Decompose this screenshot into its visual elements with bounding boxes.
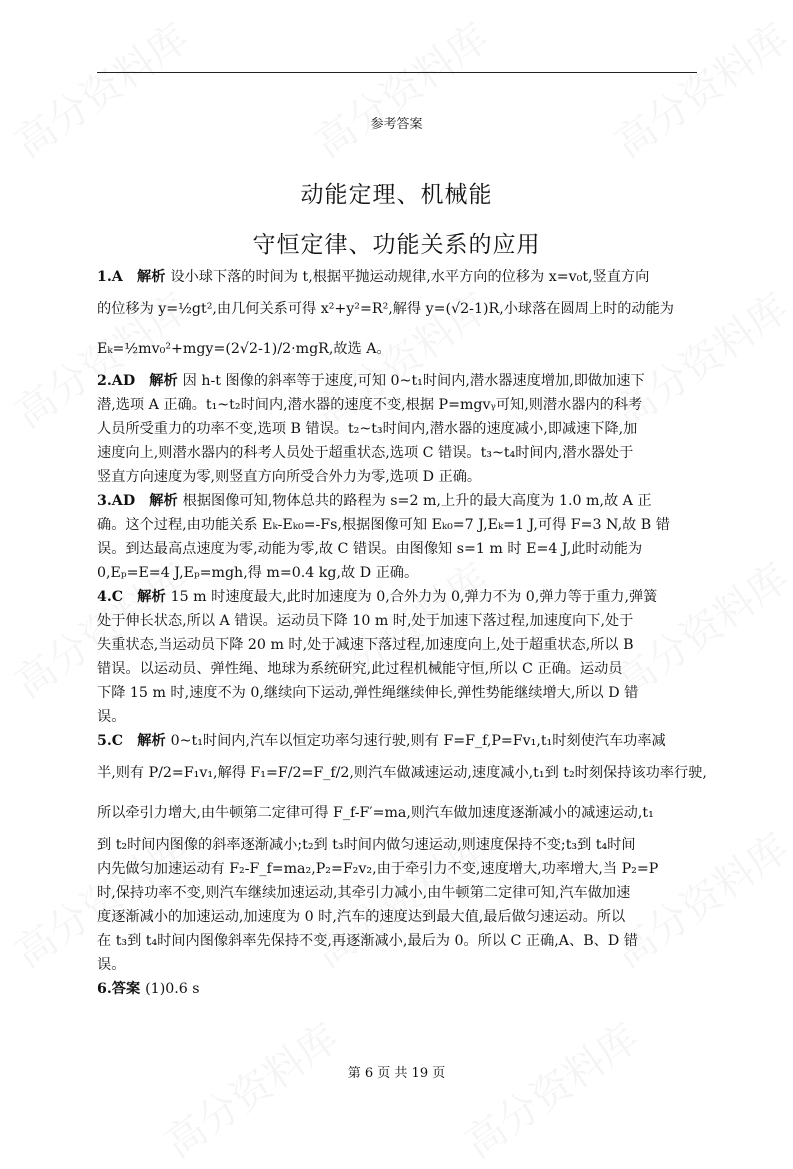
answer-label: 6.答案: [97, 981, 146, 997]
answer-line: [97, 729, 702, 753]
answer-line: [97, 833, 702, 857]
watermark: [602, 8, 793, 169]
answer-line: [97, 633, 702, 657]
answer-line: [97, 857, 702, 881]
answer-line: [97, 929, 702, 953]
answer-text: 下降 15 m 时,速度不为 0,继续向下运动,弹性绳继续伸长,弹性势能继续增大,所以 D 错: [97, 685, 639, 701]
answer-label: 2.AD 解析: [97, 373, 183, 389]
watermark: [152, 1008, 349, 1169]
answer-text: 在 t₃到 t₄时间内图像斜率先保持不变,再逐渐减小,最后为 0。所以 C 正确,A、B、D 错: [97, 933, 638, 949]
answer-text: 15 m 时速度最大,此时加速度为 0,合外力为 0,弹力不为 0,弹力等于重力,弹簧: [170, 589, 658, 605]
answer-text: 人员所受重力的功率不变,选项 B 错误。t₂~t₃时间内,潜水器的速度减小,即减速下降,加: [97, 421, 638, 437]
answer-text: 到 t₂时间内图像的斜率逐渐减小;t₂到 t₃时间内做匀速运动,则速度保持不变;t₃到 t₄时间: [97, 837, 636, 853]
answer-line: [97, 265, 702, 289]
answer-text: 潜,选项 A 正确。t₁~t₂时间内,潜水器的速度不变,根据 P=mgvᵧ可知,则潜水器内的科考: [97, 397, 643, 413]
answer-line: [97, 513, 702, 537]
answer-line: [97, 329, 702, 369]
answer-text: 处于伸长状态,所以 A 错误。运动员下降 10 m 时,处于加速下落过程,加速度向下,处于: [97, 613, 634, 629]
answer-line: [97, 393, 702, 417]
answer-text: 误。到达最高点速度为零,动能为零,故 C 错误。由图像知 s=1 m 时 E=4 J,此时动能为: [97, 541, 643, 557]
answer-line: [97, 657, 702, 681]
answer-item: [97, 265, 702, 369]
answer-text: 失重状态,当运动员下降 20 m 时,处于减速下落过程,加速度向上,处于超重状态,所以 B: [97, 637, 634, 653]
answer-line: [97, 417, 702, 441]
answer-text: (1)0.6 s: [145, 981, 200, 997]
answer-line: [97, 585, 702, 609]
answer-text: 竖直方向速度为零,则竖直方向所受合外力为零,选项 D 正确。: [97, 469, 482, 485]
answer-line: [97, 977, 702, 1001]
answer-text: 误。: [97, 957, 126, 973]
answer-text: 确。这个过程,由功能关系 Eₖ-Eₖ₀=-Fs,根据图像可知 Eₖ₀=7 J,Eₖ=1 J,可得 F=3 N,故 B 错: [97, 517, 670, 533]
answer-line: [97, 609, 702, 633]
answer-label: 3.AD 解析: [97, 493, 183, 509]
answer-text: 内先做匀加速运动有 F₂-F_f=ma₂,P₂=F₂v₂,由于牵引力不变,速度增大,功率增大,当 P₂=P: [97, 861, 659, 877]
answer-label: 4.C 解析: [97, 589, 171, 605]
answer-item: [97, 369, 702, 489]
watermark: [2, 8, 199, 169]
watermark: [302, 8, 499, 169]
watermark: [452, 1008, 649, 1169]
answer-item: [97, 585, 702, 729]
answer-text: 所以牵引力增大,由牛顿第二定律可得 F_f-F′=ma,则汽车做加速度逐渐减小的减速运动,t₁: [97, 805, 654, 821]
answer-text: 根据图像可知,物体总共的路程为 s=2 m,上升的最大高度为 1.0 m,故 A 正: [182, 493, 652, 509]
answer-item: [97, 977, 702, 1001]
answer-line: [97, 905, 702, 929]
answer-line: [97, 953, 702, 977]
page-footer: 第 6 页 共 19 页: [347, 1066, 446, 1081]
answer-item: [97, 729, 707, 977]
header-rule: [97, 72, 697, 73]
answer-line: [97, 369, 702, 393]
page-header: 参考答案: [370, 117, 423, 132]
answer-label: 1.A 解析: [97, 269, 171, 285]
answer-text: 的位移为 y=½gt²,由几何关系可得 x²+y²=R²,解得 y=(√2-1)R,小球落在圆周上时的动能为: [97, 301, 674, 317]
answer-text: 误。: [97, 709, 126, 725]
answer-line: [97, 681, 702, 705]
answer-line: [97, 705, 702, 729]
answer-line: [97, 881, 702, 905]
answer-line: [97, 289, 702, 329]
answer-text: 时,保持功率不变,则汽车继续加速运动,其牵引力减小,由牛顿第二定律可知,汽车做加速: [97, 885, 631, 901]
answer-text: 0~t₁时间内,汽车以恒定功率匀速行驶,则有 F=F_f,P=Fv₁,t₁时刻使汽车功率减: [170, 733, 666, 749]
answer-line: [97, 489, 702, 513]
page-title-line-2: 守恒定律、功能关系的应用: [252, 232, 541, 258]
answer-text: 度逐渐减小的加速运动,加速度为 0 时,汽车的速度达到最大值,最后做匀速运动。所以: [97, 909, 626, 925]
answer-item: [97, 489, 702, 585]
answer-line: [97, 537, 702, 561]
answer-line: [97, 441, 702, 465]
answer-text: 0,Eₚ=E=4 J,Eₚ=mgh,得 m=0.4 kg,故 D 正确。: [97, 565, 419, 581]
answer-line: [97, 793, 702, 833]
answer-line: [97, 561, 702, 585]
answer-line: [97, 753, 707, 793]
answer-line: [97, 465, 702, 489]
answer-text: 半,则有 P/2=F₁v₁,解得 F₁=F/2=F_f/2,则汽车做减速运动,速度减小,t₁到 t₂时刻保持该功率行驶,: [97, 765, 707, 781]
answer-text: 因 h-t 图像的斜率等于速度,可知 0~t₁时间内,潜水器速度增加,即做加速下: [182, 373, 645, 389]
answer-label: 5.C 解析: [97, 733, 171, 749]
answer-body: [97, 265, 707, 1001]
answer-text: 错误。以运动员、弹性绳、地球为系统研究,此过程机械能守恒,所以 C 正确。运动员: [97, 661, 623, 677]
answer-text: Eₖ=½mv₀²+mgy=(2√2-1)/2·mgR,故选 A。: [97, 341, 391, 357]
answer-text: 设小球下落的时间为 t,根据平抛运动规律,水平方向的位移为 x=v₀t,竖直方向: [170, 269, 650, 285]
page-title-line-1: 动能定理、机械能: [300, 182, 493, 208]
answer-text: 速度向上,则潜水器内的科考人员处于超重状态,选项 C 错误。t₃~t₄时间内,潜水器处于: [97, 445, 634, 461]
